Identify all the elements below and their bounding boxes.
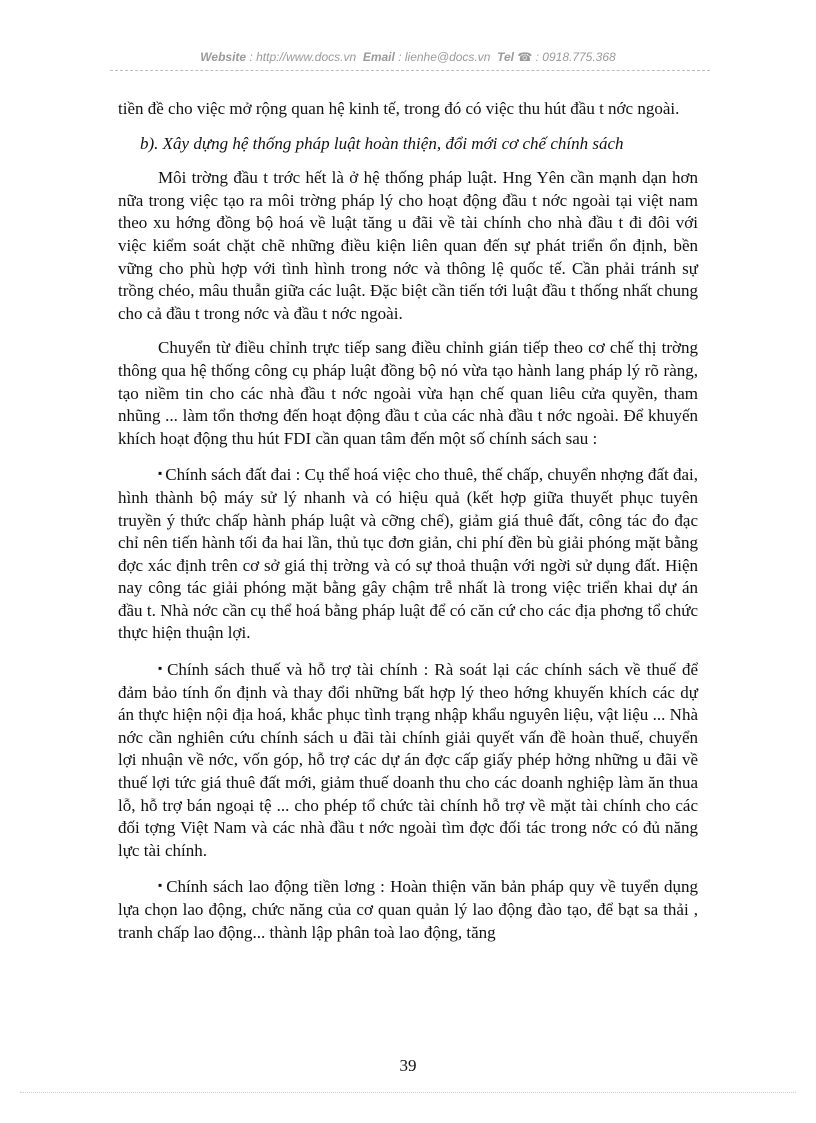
footer-divider: [20, 1092, 796, 1093]
bullet-icon: ▪: [158, 466, 163, 481]
tel-value: ☎ : 0918.775.368: [517, 50, 616, 64]
bullet-icon: ▪: [158, 661, 165, 676]
email-label: Email: [362, 50, 395, 64]
bullet-labor-policy-text: Chính sách lao động tiền lơng : Hoàn thiện văn bản pháp quy về tuyển dụng lựa chọn lao động, chức năng của cơ quan quản lý lao động đào tạo, để bạt sa thải , tranh chấp lao động... thành lập phân toà lao động, tăng: [118, 877, 698, 942]
document-body: [118, 98, 698, 956]
website-label: Website: [200, 50, 247, 64]
bullet-tax-policy-text: Chính sách thuế và hỗ trợ tài chính : Rà soát lại các chính sách về thuế để đảm bảo tính ổn định và thay đổi những bất hợp lý theo hớng khuyến khích các dự án thực hiện nội địa hoá, khắc phục tình trạng nhập khẩu nguyên liệu, vật liệu ... Nhà nớc cần nghiên cứu chính sách u đãi tài chính giải quyết vấn đề hoàn thuế, chuyển lợi nhuận về nớc, vốn góp, hỗ trợ các dự án đợc cấp giấy phép hởng những u đãi về thuế lợi tức giá thuê đất mới, giảm thuế doanh thu cho các doanh nghiệp làm ăn thua lỗ, hỗ trợ bán ngoại tệ ... cho phép tổ chức tài chính hỗ trợ về mặt tài chính cho các đối tợng Việt Nam và các nhà đầu t nớc ngoài tìm đợc đối tác trong nớc có đủ năng lực tài chính.: [118, 660, 699, 860]
website-value[interactable]: : http://www.docs.vn: [249, 50, 357, 64]
bullet-icon: ▪: [158, 878, 164, 893]
bullet-land-policy-text: Chính sách đất đai : Cụ thể hoá việc cho thuê, thế chấp, chuyển nhợng đất đai, hình thành bộ máy sử lý nhanh và có hiệu quả (kết hợp giữa thuyết phục tuyên truyền ý thức chấp hành pháp luật và cỡng chế), giảm giá thuê đất, công tác đo đạc chỉ nên tiến hành tối đa hai lần, thủ tục đơn giản, chi phí đền bù giải phóng mặt bằng đợc xác định trên cơ sở giá thị trờng và có sự thoả thuận với ngời sử dụng đất. Hiện nay công tác giải phóng mặt bằng gây chậm trễ nhất là trong việc triển khai dự án đầu t. Nhà nớc cần cụ thể hoá bằng pháp luật để có căn cứ cho các địa phơng tổ chức thực hiện thuận lợi.: [118, 465, 698, 643]
page-number: 39: [399, 1056, 417, 1075]
page-header: [0, 50, 816, 64]
paragraph-legal-environment: Môi trờng đầu t trớc hết là ở hệ thống pháp luật. Hng Yên cần mạnh dạn hơn nữa trong việc tạo ra môi trờng pháp lý cho hoạt động đầu t nớc ngoài tại việt nam theo xu hớng đồng bộ hoá về luật tăng u đãi về tài chính cho nhà đầu t đi đôi với việc kiểm soát chặt chẽ những điều kiện liên quan đến sự phát triển ổn định, bền vững cho phù hợp với tình hình trong nớc và thông lệ quốc tế. Cần phải tránh sự trồng chéo, mâu thuẫn giữa các luật. Đặc biệt cần tiến tới luật đầu t thống nhất chung cho cả đầu t trong nớc và đầu t nớc ngoài.: [118, 168, 698, 323]
paragraph-indirect-regulation: Chuyển từ điều chỉnh trực tiếp sang điều chỉnh gián tiếp theo cơ chế thị trờng thông qua hệ thống công cụ pháp luật đồng bộ nó vừa tạo hành lang pháp lý rõ ràng, tạo niềm tin cho các nhà đầu t nớc ngoài vừa hạn chế quan liêu cửa quyền, tham nhũng ... làm tổn thơng đến hoạt động đầu t của các nhà đầu t nớc ngoài. Để khuyến khích hoạt động thu hút FDI cần quan tâm đến một số chính sách sau :: [118, 338, 698, 448]
bullet-land-policy: [118, 462, 698, 645]
email-value[interactable]: : lienhe@docs.vn: [398, 50, 491, 64]
header-divider: [110, 70, 710, 71]
section-heading-b: b). Xây dựng hệ thống pháp luật hoàn thiện, đổi mới cơ chế chính sách: [140, 133, 624, 153]
tel-label: Tel: [497, 50, 514, 64]
paragraph-intro: tiền đề cho việc mở rộng quan hệ kinh tế, trong đó có việc thu hút đầu t nớc ngoài.: [118, 99, 680, 118]
bullet-tax-policy: [118, 657, 698, 862]
bullet-labor-policy: [118, 874, 698, 944]
